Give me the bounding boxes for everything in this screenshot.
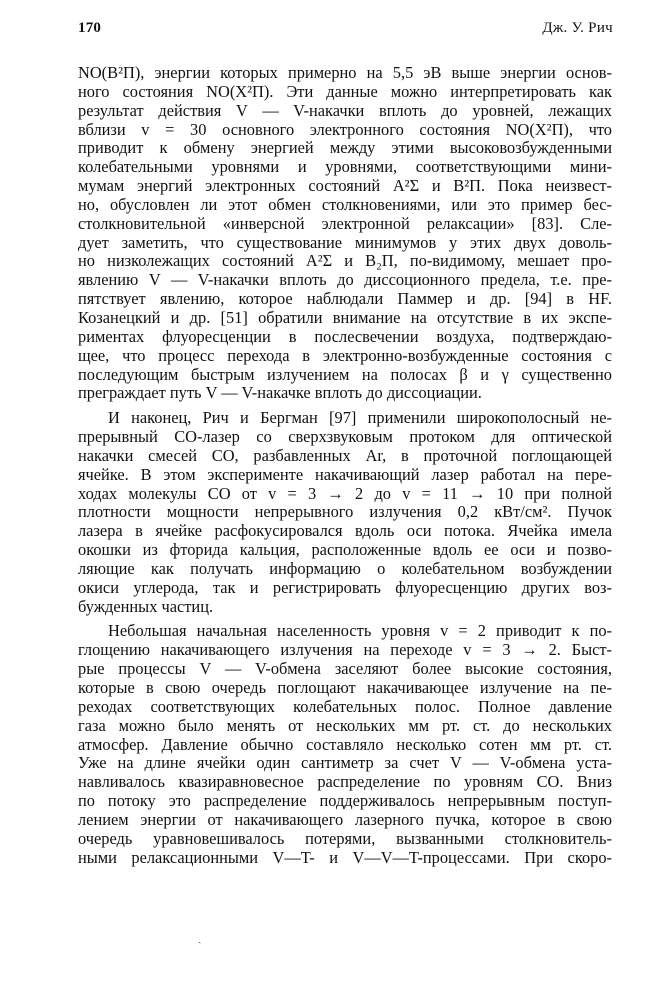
- paragraph: [78, 622, 612, 867]
- text-line: ляющие как получать информацию о колебательном возбуждении: [78, 558, 612, 578]
- running-head: Дж. У. Рич: [542, 20, 613, 36]
- text-line: окиси углерода, так и регистрировать флуоресценцию других воз-: [78, 577, 612, 597]
- text-line: результат действия V — V-накачки вплоть до уровней, лежащих: [78, 100, 612, 120]
- text-line: явлению V — V-накачки вплоть до диссоционного предела, т.е. пре-: [78, 270, 612, 290]
- text-line: реходах соответствующих колебательных полос. Полное давление: [78, 696, 612, 716]
- text-line: очередь уравновешивалось потерями, вызванными столкновитель-: [78, 828, 612, 848]
- paragraph: [78, 409, 612, 616]
- text-line: вблизи v = 30 основного электронного состояния NO(X²Π), что: [78, 119, 612, 139]
- text-line: ячейке. В этом эксперименте накачивающий лазер работал на пере-: [78, 464, 612, 484]
- text-line: мумам энергий электронных состояний A²Σ и B²Π. Пока неизвест-: [78, 176, 612, 196]
- text-line: Уже на длине ячейки один сантиметр за счет V — V-обмена уста-: [78, 753, 612, 773]
- text-line: риментах флуоресценции в послесвечении воздуха, подтверждаю-: [78, 326, 612, 346]
- text-line: И наконец, Рич и Бергман [97] применили широкополосный не-: [108, 408, 612, 428]
- text-line: навливалось квазиравновесное распределение по уровням CO. Вниз: [78, 772, 612, 792]
- text-line: колебательными уровнями и уровнями, соответствующими мини-: [78, 157, 612, 177]
- text-line: щее, что процесс перехода в электронно-возбужденные состояния с: [78, 345, 612, 365]
- text-line: накачки смесей CO, разбавленных Ar, в проточной поглощающей: [78, 445, 612, 465]
- text-line: газа можно было менять от нескольких мм рт. ст. до нескольких: [78, 715, 612, 735]
- text-line: ными релаксационными V—T- и V—V—T-процессами. При скоро-: [78, 847, 612, 867]
- text-line: которые в свою очередь поглощают накачивающее излучение на пе-: [78, 678, 612, 697]
- text-line: пятствует явлению, которое наблюдали Паммер и др. [94] в HF.: [78, 289, 612, 309]
- text-line: ного состояния NO(X²Π). Эти данные можно интерпретировать как: [78, 81, 612, 101]
- text-line: плотности мощности непрерывного излучения 0,2 кВт/см². Пучок: [78, 502, 612, 522]
- text-line: столкновительной «инверсной электронной релаксации» [83]. Сле-: [78, 213, 612, 233]
- text-line: дует заметить, что существование минимумов у этих двух доволь-: [78, 232, 612, 252]
- text-line: окошки из фторида кальция, расположенные вдоль ее оси и позво-: [78, 540, 612, 560]
- text-line: последующим быстрым излучением на полосах β и γ существенно: [78, 364, 612, 384]
- text-line: лением энергии от накачивающего лазерного пучка, которое в свою: [78, 809, 612, 829]
- scan-speck: ˎ: [198, 933, 202, 944]
- text-line: рые процессы V — V-обмена заселяют более высокие состояния,: [78, 659, 612, 679]
- text-line: Козанецкий и др. [51] обратили внимание на отсутствие в их экспе-: [78, 307, 612, 327]
- text-line: прерывный CO-лазер со сверхзвуковым протоком для оптической: [78, 427, 612, 447]
- text-line: но низколежащих состояний A²Σ и B₂Π, по-видимому, мешает про-: [78, 251, 612, 271]
- text-line: лазера в ячейке расфокусировался вдоль оси потока. Ячейка имела: [78, 521, 612, 541]
- text-line: ходах молекулы CO от v = 3 → 2 до v = 11 → 10 при полной: [78, 483, 612, 503]
- text-line: но, обусловлен ли этот обмен столкновениями, или это пример бес-: [78, 194, 612, 214]
- text-line: NO(B²Π), энергии которых примерно на 5,5 эВ выше энергии основ-: [78, 63, 612, 82]
- page-number: 170: [78, 20, 102, 36]
- body-text: [78, 64, 612, 867]
- text-line: атмосфер. Давление обычно составляло несколько сотен мм рт. ст.: [78, 734, 612, 754]
- text-line: бужденных частиц.: [78, 596, 214, 616]
- text-line: Небольшая начальная населенность уровня v = 2 приводит к по-: [108, 621, 612, 641]
- paragraph: [78, 64, 612, 403]
- page-header: [78, 20, 613, 44]
- text-line: приводит к обмену энергией между этими высоковозбужденными: [78, 138, 612, 158]
- text-line: по потоку это распределение поддерживалось непрерывным поступ-: [78, 791, 612, 811]
- text-line: глощению накачивающего излучения на переходе v = 3 → 2. Быст-: [78, 640, 612, 660]
- text-line: преграждает путь V — V-накачке вплоть до диссоциации.: [78, 383, 482, 403]
